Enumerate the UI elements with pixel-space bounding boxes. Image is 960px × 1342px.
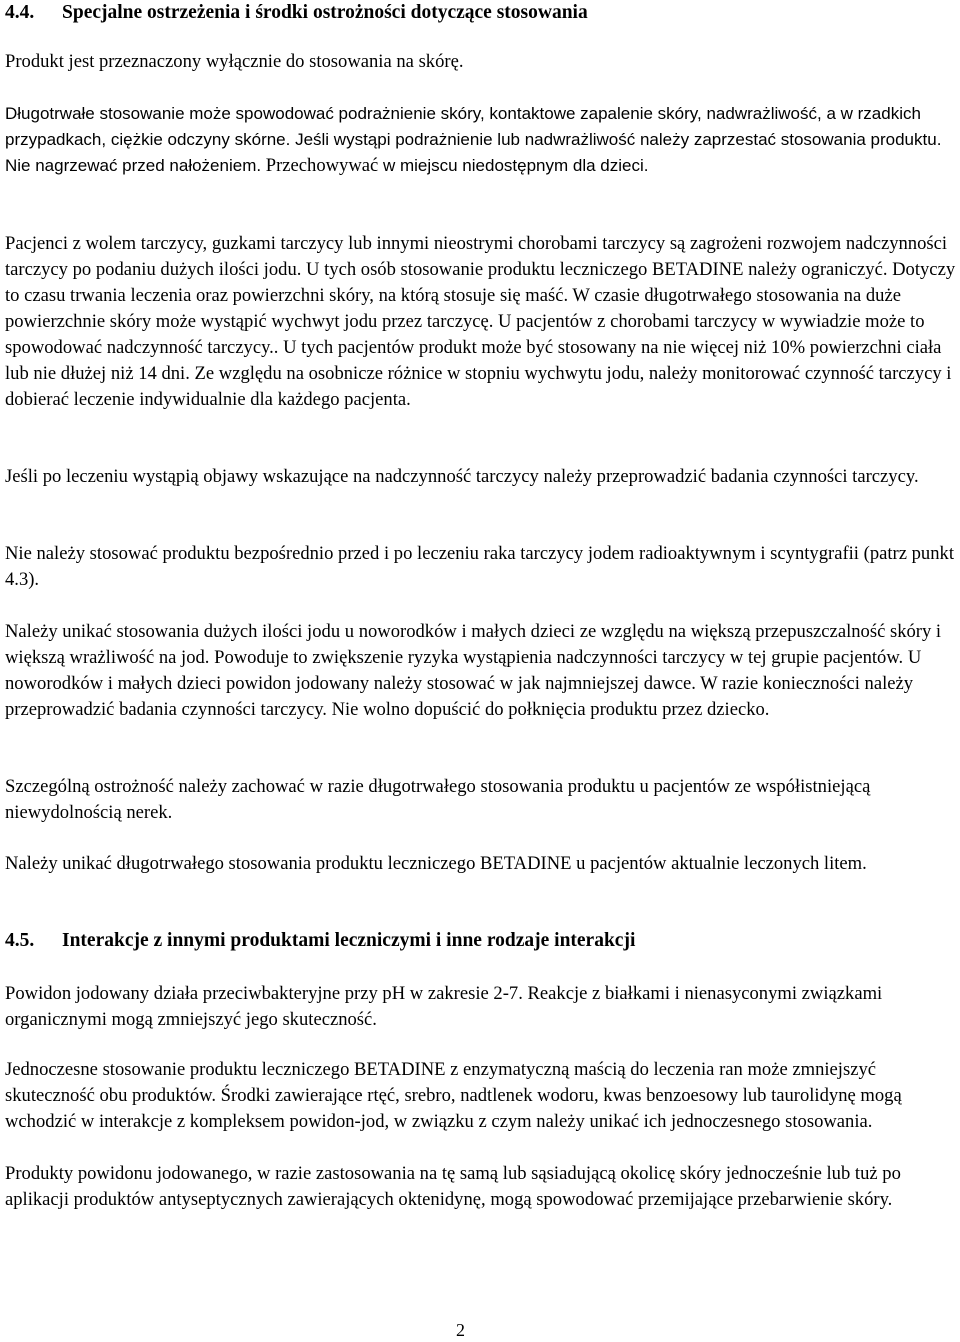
section-4-5-paragraph-3: Produkty powidonu jodowanego, w razie zastosowania na tę samą lub sąsiadującą okolicę skóry jednocześnie lub tuż po aplikacji produktów antyseptycznych zawierających oktenidynę, mogą spowodować przemijające przebarwienie skóry. (5, 1163, 901, 1210)
section-4-4-paragraph-2 (5, 101, 960, 179)
page-number: 2 (456, 1320, 465, 1340)
section-4-4-paragraph-3: Pacjenci z wolem tarczycy, guzkami tarczycy lub innymi nieostrymi chorobami tarczycy są zagrożeni rozwojem nadczynności tarczycy po podaniu dużych ilości jodu. U tych osób stosowanie produktu leczniczego BETADINE należy ograniczyć. Dotyczy to czasu trwania leczenia oraz powierzchni skóry, na którą stosuje się maść. W czasie długotrwałego stosowania na duże powierzchnie skóry może wystąpić wychwyt jodu przez tarczycę. U pacjentów z chorobami tarczycy w wywiadzie może to spowodować nadczynność tarczycy.. U tych pacjentów produkt może być stosowany na nie więcej niż 10% powierzchni ciała lub nie dłużej niż 14 dni. Ze względu na osobnicze różnice w stopniu wychwytu jodu, należy monitorować czynność tarczycy i dobierać leczenie indywidualnie dla każdego pacjenta. (5, 233, 956, 410)
section-4-4-paragraph-2-serif-text: Przechowywać (261, 155, 379, 176)
section-4-5-heading (5, 928, 635, 954)
section-4-5-paragraph-2: Jednoczesne stosowanie produktu leczniczego BETADINE z enzymatyczną maścią do leczenia ran może zmniejszyć skuteczność obu produktów. Środki zawierające rtęć, srebro, nadtlenek wodoru, kwas benzoesowy lub taurolidynę mogą wchodzić w interakcje z kompleksem powidon-jod, w związku z czym należy unikać ich jednoczesnego stosowania. (5, 1059, 902, 1132)
section-4-5-number: 4.5. (5, 930, 35, 951)
section-4-4-title: Specjalne ostrzeżenia i środki ostrożności dotyczące stosowania (62, 2, 588, 23)
section-4-4-paragraph-2-tail-text: w miejscu niedostępnym dla dzieci. (382, 156, 649, 175)
section-4-5-title: Interakcje z innymi produktami leczniczymi i inne rodzaje interakcji (62, 930, 636, 951)
section-4-4-paragraph-1: Produkt jest przeznaczony wyłącznie do stosowania na skórę. (5, 51, 464, 72)
section-4-4-heading (5, 0, 588, 26)
section-4-4-paragraph-2-sans-text: Długotrwałe stosowanie może spowodować podrażnienie skóry, kontaktowe zapalenie skóry, nadwrażliwość, a w rzadkich przypadkach, ciężkie odczyny skórne. Jeśli wystąpi podrażnienie lub nadwrażliwość należy zaprzestać stosowania produktu. Nie nagrzewać przed nałożeniem. (5, 104, 942, 175)
section-4-4-paragraph-8: Należy unikać długotrwałego stosowania produktu leczniczego BETADINE u pacjentów aktualnie leczonych litem. (5, 853, 867, 874)
section-4-5-paragraph-1: Powidon jodowany działa przeciwbakteryjne przy pH w zakresie 2-7. Reakcje z białkami i nienasyconymi związkami organicznymi mogą zmniejszyć jego skuteczność. (5, 983, 883, 1030)
section-4-4-paragraph-6: Należy unikać stosowania dużych ilości jodu u noworodków i małych dzieci ze względu na większą przepuszczalność skóry i większą wrażliwość na jod. Powoduje to zwiększenie ryzyka wystąpienia nadczynności tarczycy w tej grupie pacjentów. U noworodków i małych dzieci powidon jodowany należy stosować w jak najmniejszej dawce. W razie konieczności należy przeprowadzić badania czynności tarczycy. Nie wolno dopuścić do połknięcia produktu przez dziecko. (5, 621, 942, 720)
section-4-4-number: 4.4. (5, 2, 35, 23)
section-4-4-paragraph-7: Szczególną ostrożność należy zachować w razie długotrwałego stosowania produktu u pacjentów ze współistniejącą niewydolnością nerek. (5, 776, 871, 823)
section-4-4-paragraph-5: Nie należy stosować produktu bezpośrednio przed i po leczeniu raka tarczycy jodem radioaktywnym i scyntygrafii (patrz punkt 4.3). (5, 543, 954, 590)
section-4-4-paragraph-4: Jeśli po leczeniu wystąpią objawy wskazujące na nadczynność tarczycy należy przeprowadzić badania czynności tarczycy. (5, 466, 919, 487)
